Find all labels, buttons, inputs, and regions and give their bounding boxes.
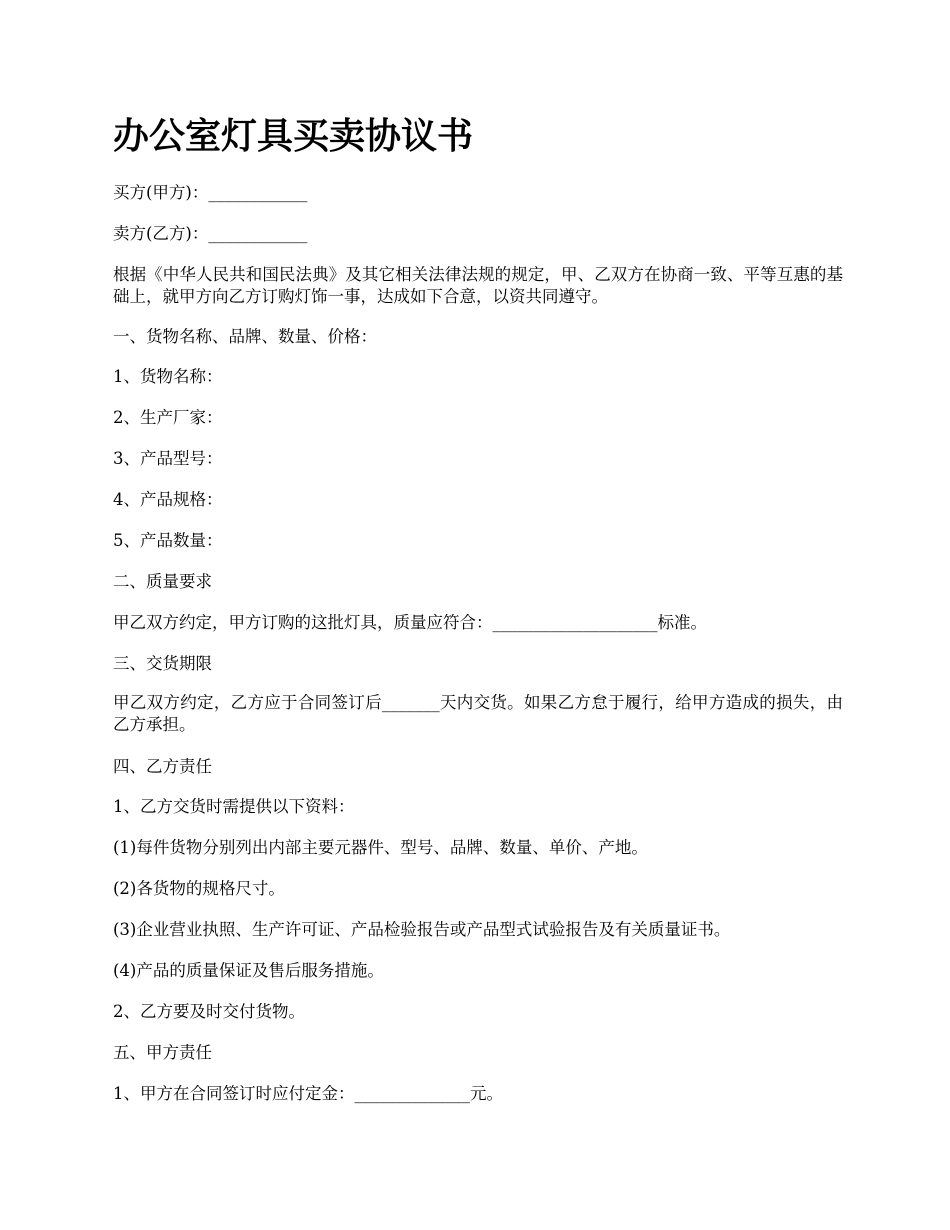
intro-paragraph: 根据《中华人民共和国民法典》及其它相关法律法规的规定，甲、乙双方在协商一致、平等互惠的基础上，就甲方向乙方订购灯饰一事，达成如下合意，以资共同遵守。 xyxy=(113,265,843,306)
seller-duty-1-item-2: (2)各货物的规格尺寸。 xyxy=(113,879,285,898)
item-model: 3、产品型号： xyxy=(113,449,223,468)
section-heading-quality: 二、质量要求 xyxy=(113,572,212,591)
item-quantity: 5、产品数量： xyxy=(113,531,223,550)
seller-duty-1-item-4: (4)产品的质量保证及售后服务措施。 xyxy=(113,961,384,980)
seller-duty-1-item-3: (3)企业营业执照、生产许可证、产品检验报告或产品型式试验报告及有关质量证书。 xyxy=(113,920,731,939)
item-specification: 4、产品规格： xyxy=(113,490,223,509)
section-heading-delivery: 三、交货期限 xyxy=(113,654,212,673)
item-manufacturer: 2、生产厂家： xyxy=(113,408,223,427)
item-goods-name: 1、货物名称： xyxy=(113,367,223,386)
section-heading-goods: 一、货物名称、品牌、数量、价格： xyxy=(113,327,377,346)
quality-clause: 甲乙双方约定，甲方订购的这批灯具，质量应符合：____________________标准。 xyxy=(113,613,707,632)
document-title: 办公室灯具买卖协议书 xyxy=(113,115,474,157)
seller-duty-1-item-1: (1)每件货物分别列出内部主要元器件、型号、品牌、数量、单价、产地。 xyxy=(113,838,648,857)
section-heading-buyer-duties: 五、甲方责任 xyxy=(113,1043,212,1062)
buyer-duty-1: 1、甲方在合同签订时应付定金：______________元。 xyxy=(113,1084,503,1103)
section-heading-seller-duties: 四、乙方责任 xyxy=(113,757,212,776)
seller-duty-2: 2、乙方要及时交付货物。 xyxy=(113,1002,305,1021)
seller-duty-1: 1、乙方交货时需提供以下资料： xyxy=(113,797,355,816)
buyer-line: 买方(甲方)：____________ xyxy=(113,183,308,202)
seller-line: 卖方(乙方)：____________ xyxy=(113,224,308,243)
delivery-clause: 甲乙双方约定，乙方应于合同签订后_______天内交货。如果乙方怠于履行，给甲方造成的损失，由乙方承担。 xyxy=(113,693,843,734)
